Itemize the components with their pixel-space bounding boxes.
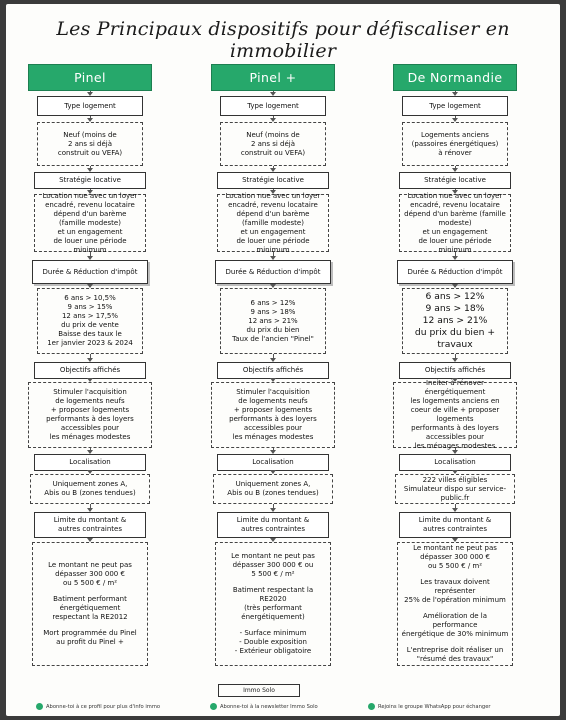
connector-arrow: [273, 448, 274, 452]
text-line: 12 ans > 21%: [422, 315, 488, 326]
text-line: au profit du Pinel +: [56, 638, 124, 646]
type-label: Type logement: [37, 96, 143, 116]
text-line: - Double exposition: [239, 638, 307, 646]
strategy-label: Stratégie locative: [217, 172, 329, 189]
connector-arrow: [455, 471, 456, 472]
text-line: et un engagement: [422, 227, 488, 236]
text-line: dépend d'un barème: [236, 209, 310, 218]
text-line: de louer une période minimum: [53, 236, 127, 254]
text-line: performants à des loyers: [229, 415, 317, 423]
text-line: Batiment performant: [53, 595, 127, 603]
bullet-icon: [36, 703, 43, 710]
connector-arrow: [455, 504, 456, 510]
connector-arrow: [273, 471, 274, 472]
footer-link-newsletter[interactable]: [210, 703, 318, 710]
footer-link-text: Abonne-toi à ce profil pour plus d'info immo: [46, 703, 161, 710]
footer-link-text: Rejoins le groupe WhatsApp pour échanger: [378, 703, 491, 710]
text-line: Uniquement zones A,: [52, 480, 128, 488]
connector-arrow: [90, 379, 91, 380]
text-line: du prix de vente: [61, 321, 119, 329]
limit-label: [399, 512, 511, 538]
objectives-label: Objectifs affichés: [34, 362, 146, 379]
duration-box: [37, 288, 143, 354]
text-line: 9 ans > 18%: [425, 303, 485, 314]
text-line: Logements anciens: [421, 130, 489, 139]
text-line: du prix du bien + travaux: [414, 327, 496, 350]
text-line: dépend d'un barème: [53, 209, 127, 218]
text-line: énergétiquement: [59, 604, 121, 612]
text-line: construit ou VEFA): [240, 148, 306, 157]
text-line: + proposer logements: [50, 406, 130, 414]
text-line: encadré, revenu locataire: [410, 200, 500, 209]
connector-arrow: [90, 284, 91, 286]
connector-arrow: [455, 252, 456, 258]
label-line: autres contraintes: [58, 525, 122, 533]
text-line: et un engagement: [57, 227, 123, 236]
label-line: autres contraintes: [241, 525, 305, 533]
text-line: performants à des loyers: [46, 415, 134, 423]
footer-link-profile[interactable]: [36, 703, 160, 710]
text-line: 2 ans si déjà: [67, 139, 113, 148]
text-line: Le montant ne peut pas: [48, 561, 132, 569]
connector-arrow: [273, 379, 274, 380]
text-line: Le montant ne peut pas: [413, 544, 497, 552]
localisation-box: [213, 474, 333, 504]
text-line: Neuf (moins de: [246, 130, 300, 139]
connector-arrow: [455, 91, 456, 94]
text-line: encadré, revenu locataire: [228, 200, 318, 209]
infographic-sheet: [6, 4, 560, 716]
connector-arrow: [273, 354, 274, 360]
text-line: Simulateur dispo sur service-public.fr: [403, 484, 507, 502]
text-line: 9 ans > 18%: [250, 307, 296, 316]
text-line: 12 ans > 21%: [248, 316, 298, 325]
type-label: Type logement: [220, 96, 326, 116]
text-line: accessibles pour: [425, 433, 485, 441]
text-line: ou 5 500 € / m²: [62, 579, 118, 587]
bullet-icon: [368, 703, 375, 710]
text-line: les ménages modestes: [49, 433, 131, 441]
text-line: les ménages modestes: [232, 433, 314, 441]
text-line: 1er janvier 2023 & 2024: [47, 339, 133, 347]
text-line: du prix du bien: [246, 325, 300, 334]
localisation-box: [30, 474, 150, 504]
objectives-label: Objectifs affichés: [217, 362, 329, 379]
text-line: Batiment respectant la: [232, 586, 314, 594]
strategy-box: [399, 191, 511, 254]
text-line: Mort programmée du Pinel: [43, 629, 137, 637]
limit-box: [397, 542, 513, 666]
text-line: L'entreprise doit réaliser un: [406, 646, 504, 654]
text-line: construit ou VEFA): [57, 148, 123, 157]
text-line: de louer une période minimum: [236, 236, 310, 254]
connector-arrow: [273, 166, 274, 170]
text-line: 25% de l'opération minimum: [404, 596, 506, 604]
connector-arrow: [90, 252, 91, 258]
text-line: et un engagement: [240, 227, 306, 236]
text-line: Abis ou B (zones tendues): [44, 489, 136, 497]
page-title: Les Principaux dispositifs pour défiscaliser en immobilier: [56, 18, 510, 62]
text-line: performants à des loyers: [411, 424, 499, 432]
text-line: Taux de l'ancien "Pinel": [232, 334, 314, 343]
localisation-label: Localisation: [217, 454, 329, 471]
label-line: autres contraintes: [423, 525, 487, 533]
type-box: [402, 122, 508, 166]
text-line: 12 ans > 17,5%: [61, 312, 119, 320]
connector-arrow: [455, 284, 456, 286]
localisation-box: [395, 474, 515, 504]
connector-arrow: [90, 166, 91, 170]
bullet-icon: [210, 703, 217, 710]
text-line: (famille modeste): [59, 218, 121, 227]
text-line: accessibles pour: [60, 424, 120, 432]
objectives-box: [393, 379, 517, 450]
text-line: (passoires énergétiques): [411, 139, 499, 148]
text-line: dépend d'un barème (famille modeste): [404, 209, 506, 227]
text-line: respectant la RE2012: [52, 613, 128, 621]
connector-arrow: [273, 91, 274, 94]
text-line: Les travaux doivent représenter: [420, 578, 490, 595]
text-line: les ménages modestes: [414, 442, 496, 450]
column-header: Pinel +: [211, 64, 335, 91]
text-line: coeur de ville + proposer logements: [410, 406, 500, 423]
text-line: Neuf (moins de: [63, 130, 117, 139]
connector-arrow: [273, 538, 274, 540]
text-line: Stimuler l'acquisition: [53, 388, 127, 396]
text-line: "résumé des travaux": [416, 655, 494, 663]
limit-label: [217, 512, 329, 538]
text-line: Stimuler l'acquisition: [236, 388, 310, 396]
duration-box: [220, 288, 326, 354]
text-line: 9 ans > 15%: [67, 303, 113, 311]
connector-arrow: [90, 354, 91, 360]
objectives-label: Objectifs affichés: [399, 362, 511, 379]
text-line: Location nue avec un loyer: [225, 191, 321, 200]
limit-box: [215, 542, 331, 666]
connector-arrow: [455, 166, 456, 170]
objectives-box: [211, 382, 335, 448]
text-line: accessibles pour: [243, 424, 303, 432]
strategy-label: Stratégie locative: [399, 172, 511, 189]
connector-arrow: [455, 116, 456, 120]
type-label: Type logement: [402, 96, 508, 116]
text-line: dépasser 300 000 € ou: [232, 561, 314, 569]
connector-arrow: [90, 538, 91, 540]
text-line: dépasser 300 000 €: [55, 570, 125, 578]
text-line: (famille modeste): [242, 218, 304, 227]
type-box: [220, 122, 326, 166]
label-line: Limite du montant &: [53, 516, 127, 524]
localisation-label: Localisation: [34, 454, 146, 471]
column-header: De Normandie: [393, 64, 517, 91]
connector-arrow: [273, 252, 274, 258]
text-line: encadré, revenu locataire: [45, 200, 135, 209]
text-line: Abis ou B (zones tendues): [227, 489, 319, 497]
text-line: (très performant: [244, 604, 302, 612]
connector-arrow: [455, 448, 456, 452]
duration-box: [402, 288, 508, 354]
text-line: Baisse des taux le: [58, 330, 122, 338]
limit-label: [34, 512, 146, 538]
text-line: RE2020: [259, 595, 287, 603]
connector-arrow: [90, 91, 91, 94]
text-line: - Surface minimum: [239, 629, 307, 637]
connector-arrow: [273, 116, 274, 120]
text-line: Location nue avec un loyer: [407, 191, 503, 200]
objectives-box: [28, 382, 152, 448]
text-line: 6 ans > 12%: [250, 298, 296, 307]
label-line: Limite du montant &: [236, 516, 310, 524]
duration-label: Durée & Réduction d'impôt: [32, 260, 148, 284]
text-line: - Extérieur obligatoire: [234, 647, 312, 655]
text-line: de logements neufs: [238, 397, 308, 405]
text-line: Inciter à rénover énergétiquement: [424, 379, 486, 396]
text-line: Le montant ne peut pas: [231, 552, 315, 560]
text-line: 2 ans si déjà: [250, 139, 296, 148]
text-line: à rénover: [438, 148, 472, 157]
text-line: + proposer logements: [233, 406, 313, 414]
connector-arrow: [90, 504, 91, 510]
strategy-box: [34, 191, 146, 254]
text-line: 6 ans > 10,5%: [64, 294, 116, 302]
connector-arrow: [273, 504, 274, 510]
connector-arrow: [90, 471, 91, 472]
text-line: Amélioration de la performance: [422, 612, 488, 629]
type-box: [37, 122, 143, 166]
text-line: de logements neufs: [55, 397, 125, 405]
text-line: Uniquement zones A,: [235, 480, 311, 488]
strategy-box: [217, 191, 329, 254]
connector-arrow: [90, 448, 91, 452]
text-line: dépasser 300 000 €: [420, 553, 490, 561]
localisation-label: Localisation: [399, 454, 511, 471]
text-line: ou 5 500 € / m²: [427, 562, 483, 570]
footer-link-whatsapp[interactable]: [368, 703, 491, 710]
duration-label: Durée & Réduction d'impôt: [397, 260, 513, 284]
footer-link-text: Abonne-toi à la newsletter Immo Solo: [220, 703, 318, 710]
strategy-label: Stratégie locative: [34, 172, 146, 189]
duration-label: Durée & Réduction d'impôt: [215, 260, 331, 284]
limit-box: [32, 542, 148, 666]
connector-arrow: [273, 284, 274, 286]
connector-arrow: [90, 116, 91, 120]
text-line: énergétiquement): [241, 613, 305, 621]
text-line: énergétique de 30% minimum: [401, 630, 509, 638]
connector-arrow: [455, 354, 456, 360]
column-header: Pinel: [28, 64, 152, 91]
text-line: 6 ans > 12%: [425, 291, 485, 302]
text-line: Location nue avec un loyer: [42, 191, 138, 200]
text-line: les logements anciens en: [410, 397, 500, 405]
text-line: de louer une période minimum: [418, 236, 492, 254]
brand-box: Immo Solo: [218, 684, 300, 697]
text-line: 222 villes éligibles: [422, 475, 488, 484]
label-line: Limite du montant &: [418, 516, 492, 524]
text-line: 5 500 € / m²: [251, 570, 295, 578]
connector-arrow: [455, 538, 456, 540]
